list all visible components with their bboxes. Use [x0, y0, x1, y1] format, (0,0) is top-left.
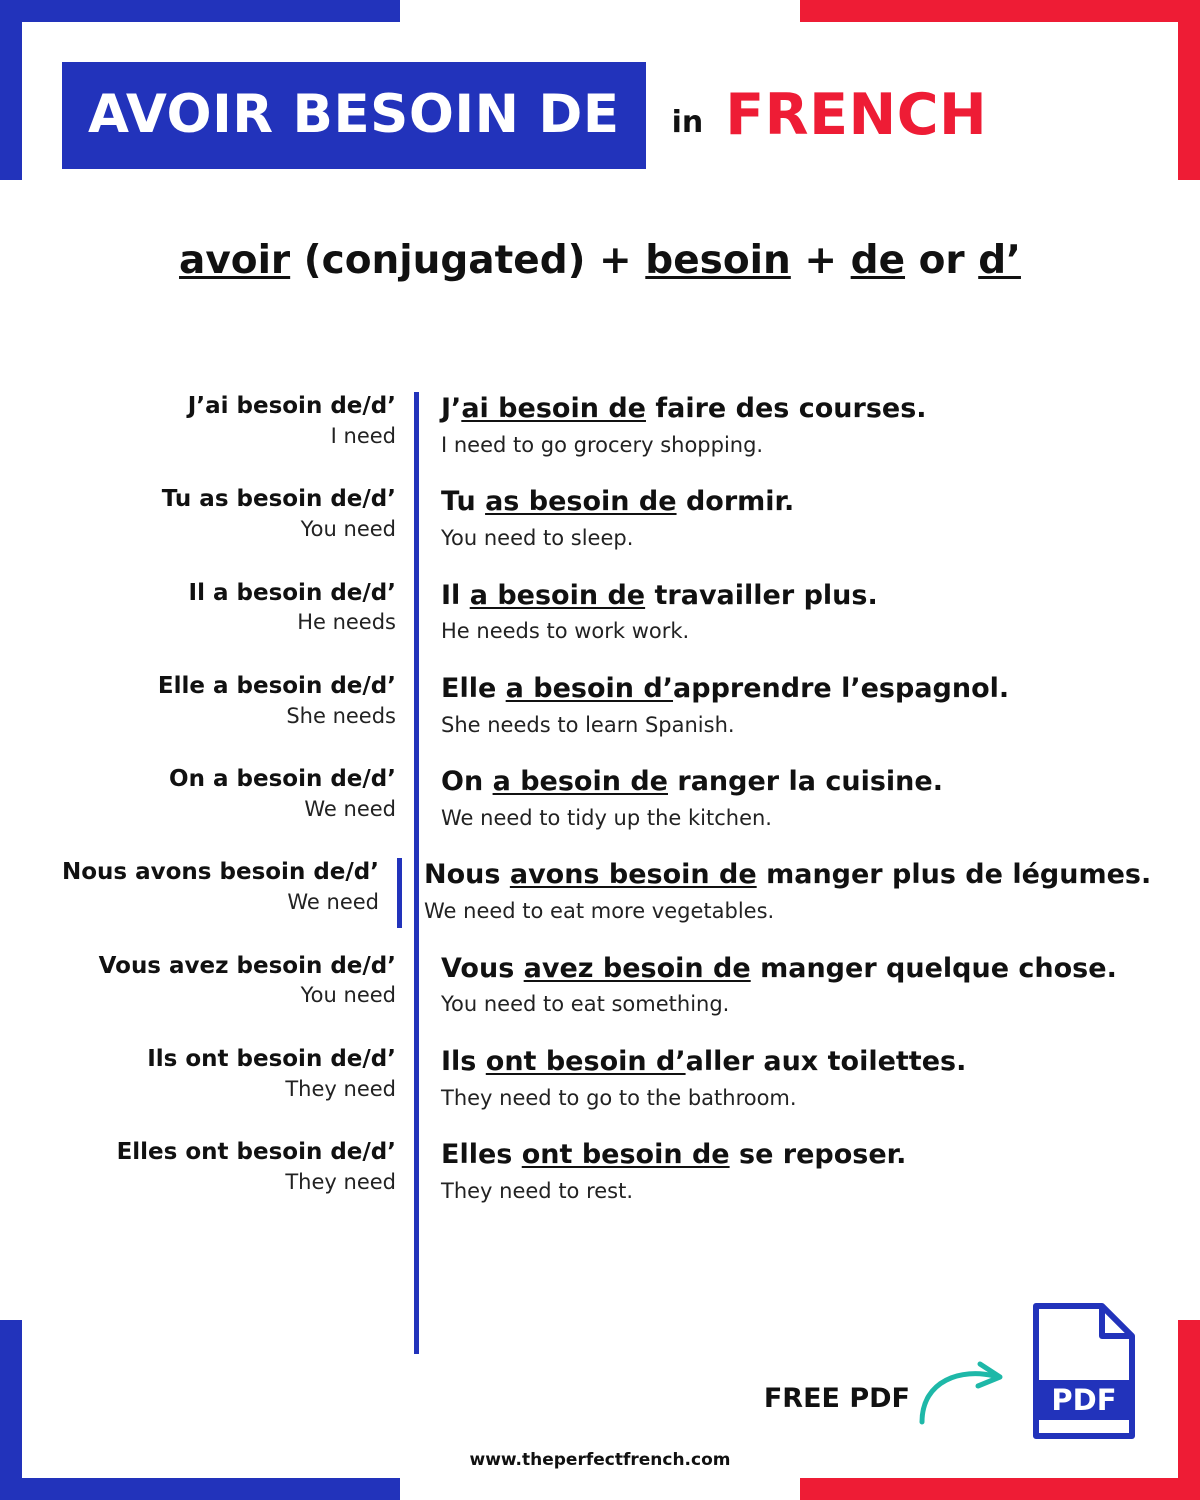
row-example-cell — [419, 1138, 1138, 1207]
curved-arrow-icon — [916, 1350, 1026, 1430]
table-row — [62, 485, 1138, 554]
formula-plus: + — [790, 238, 851, 283]
formula-part-avoir: avoir — [179, 238, 291, 283]
sentence-post: ranger la cuisine. — [667, 766, 943, 797]
table-row — [62, 858, 1152, 927]
formula-or: or — [905, 238, 979, 283]
border-bottom-blue — [0, 1478, 400, 1500]
example-sentence — [441, 579, 1138, 613]
sentence-post: dormir. — [676, 486, 795, 518]
pronoun-translation: You need — [300, 517, 396, 541]
sentence-post: travailler plus. — [645, 579, 878, 611]
pronoun-form: J’ai besoin de/d’ — [187, 393, 396, 419]
sentence-key: ai besoin de — [461, 393, 646, 424]
example-translation: We need to tidy up the kitchen. — [441, 805, 772, 830]
pdf-file-icon[interactable] — [1030, 1302, 1138, 1440]
pronoun-translation: They need — [285, 1076, 396, 1101]
example-translation: You need to sleep. — [441, 526, 634, 550]
sentence-key: a besoin de — [492, 766, 668, 797]
table-row — [62, 1045, 1138, 1114]
row-pronoun-cell — [62, 858, 397, 917]
pronoun-translation: He needs — [297, 610, 396, 635]
sentence-pre: Elles — [441, 1139, 522, 1170]
row-example-cell — [419, 1045, 1138, 1114]
row-example-cell — [419, 392, 1138, 461]
table-row — [62, 1138, 1138, 1207]
formula — [0, 238, 1200, 283]
row-pronoun-cell — [62, 672, 414, 731]
row-pronoun-cell — [62, 392, 414, 451]
row-example-cell — [419, 485, 1138, 554]
table-row — [62, 952, 1138, 1021]
pronoun-form: Ils ont besoin de/d’ — [147, 1045, 396, 1072]
border-top-white — [400, 0, 800, 22]
row-example-cell — [419, 579, 1138, 648]
border-top-red — [800, 0, 1200, 22]
sentence-pre: Ils — [441, 1045, 486, 1077]
example-sentence — [441, 392, 1138, 426]
row-pronoun-cell — [62, 579, 414, 638]
sentence-pre: J’ — [441, 393, 462, 424]
table-row — [62, 392, 1138, 461]
sentence-pre: Elle — [441, 672, 506, 704]
example-translation: They need to rest. — [441, 1178, 634, 1203]
sentence-key: ont besoin d’ — [485, 1045, 686, 1077]
sentence-key: ont besoin de — [521, 1139, 730, 1170]
table-row — [62, 765, 1138, 834]
example-translation: I need to go grocery shopping. — [441, 432, 764, 457]
sentence-post: apprendre l’espagnol. — [673, 672, 1010, 704]
sentence-key: a besoin de — [469, 579, 646, 611]
pronoun-translation: They need — [285, 1169, 396, 1194]
sentence-pre: Tu — [441, 486, 486, 518]
pronoun-translation: I need — [330, 423, 396, 448]
free-pdf-label: FREE PDF — [763, 1383, 910, 1414]
title-connector: in — [671, 105, 704, 140]
pronoun-form: Vous avez besoin de/d’ — [98, 952, 396, 979]
sentence-post: manger plus de légumes. — [756, 859, 1152, 891]
pronoun-translation: You need — [300, 983, 396, 1008]
sentence-post: manger quelque chose. — [750, 952, 1117, 984]
example-sentence — [441, 765, 1138, 799]
sentence-post: se reposer. — [729, 1139, 907, 1170]
table-row — [62, 672, 1138, 741]
sentence-key: avons besoin de — [509, 859, 757, 891]
row-pronoun-cell — [62, 765, 414, 824]
sentence-post: aller aux toilettes. — [685, 1045, 967, 1077]
formula-part-delided: d’ — [978, 238, 1021, 283]
row-pronoun-cell — [62, 1045, 414, 1104]
pronoun-form: Nous avons besoin de/d’ — [62, 859, 379, 886]
border-left — [0, 0, 22, 1500]
border-bottom-white — [400, 1478, 800, 1500]
pronoun-translation: We need — [304, 796, 396, 821]
row-example-cell — [419, 672, 1138, 741]
example-translation: They need to go to the bathroom. — [441, 1085, 797, 1110]
example-translation: You need to eat something. — [441, 992, 730, 1017]
pronoun-form: Elle a besoin de/d’ — [157, 672, 396, 699]
sentence-key: as besoin de — [485, 486, 677, 518]
border-top-blue — [0, 0, 400, 22]
example-sentence — [441, 952, 1138, 986]
row-example-cell — [419, 765, 1138, 834]
pronoun-form: On a besoin de/d’ — [169, 766, 396, 792]
pronoun-form: Tu as besoin de/d’ — [161, 486, 396, 513]
row-pronoun-cell — [62, 485, 414, 544]
footer-url[interactable]: www.theperfectfrench.com — [469, 1450, 731, 1470]
border-right — [1178, 0, 1200, 1500]
example-sentence — [441, 1138, 1138, 1172]
example-translation: We need to eat more vegetables. — [424, 899, 775, 923]
example-sentence — [441, 485, 1138, 519]
example-sentence — [441, 1045, 1138, 1079]
table-row — [62, 579, 1138, 648]
pronoun-form: Il a besoin de/d’ — [188, 579, 396, 606]
example-translation: She needs to learn Spanish. — [441, 712, 735, 737]
page-title: AVOIR BESOIN DE — [62, 62, 646, 169]
row-pronoun-cell — [62, 952, 414, 1011]
row-example-cell — [419, 952, 1138, 1021]
sentence-key: a besoin d’ — [505, 672, 674, 704]
example-sentence — [424, 858, 1151, 892]
example-translation: He needs to work work. — [441, 619, 690, 644]
pronoun-form: Elles ont besoin de/d’ — [116, 1139, 396, 1165]
sentence-pre: Nous — [424, 859, 510, 891]
pdf-icon-label: PDF — [1051, 1383, 1117, 1417]
row-example-cell — [402, 858, 1151, 927]
sentence-pre: Vous — [441, 952, 524, 984]
example-sentence — [441, 672, 1138, 706]
free-pdf-badge[interactable] — [764, 1302, 1138, 1440]
pronoun-translation: She needs — [286, 703, 396, 728]
formula-part-conjugated: (conjugated) + — [290, 238, 646, 283]
formula-part-de: de — [850, 238, 906, 283]
sentence-pre: On — [441, 766, 493, 797]
row-pronoun-cell — [62, 1138, 414, 1197]
sentence-pre: Il — [441, 579, 470, 611]
formula-part-besoin: besoin — [645, 238, 791, 283]
title-language: FRENCH — [725, 82, 988, 148]
sentence-post: faire des courses. — [645, 393, 927, 424]
pronoun-translation: We need — [287, 890, 379, 914]
conjugation-table — [62, 392, 1152, 1231]
sentence-key: avez besoin de — [523, 952, 751, 984]
border-bottom-red — [800, 1478, 1200, 1500]
header — [62, 62, 1138, 169]
